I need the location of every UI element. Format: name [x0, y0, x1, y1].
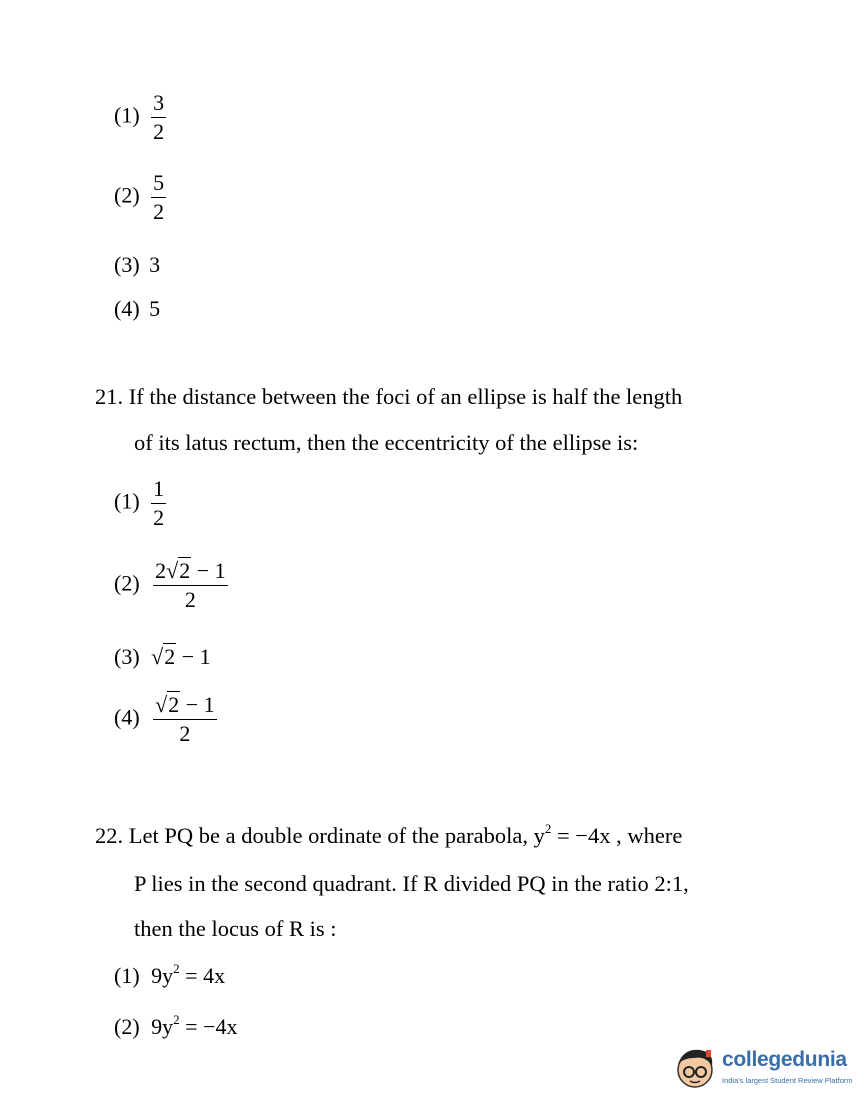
q22-option-2 — [114, 1012, 238, 1039]
option-value: $9y^2 = 4x$ — [151, 961, 226, 988]
q22-option-1 — [114, 961, 226, 988]
q21-text-line1: 21. If the distance between the foci of an ellipse is half the length — [95, 384, 683, 409]
q21-text-line2: of its latus rectum, then the eccentricity of the ellipse is: — [134, 430, 639, 455]
option-label: (1) — [114, 102, 140, 128]
option-label: (3) — [114, 252, 140, 277]
option-value: 5 — [149, 296, 161, 321]
mascot-logo-icon — [670, 1042, 720, 1092]
prev-option-2 — [114, 172, 166, 223]
option-label: (1) — [114, 963, 140, 988]
fraction: $\frac{3}{2}$ — [153, 90, 165, 144]
option-value: $9y^2 = -4x$ — [151, 1012, 238, 1039]
option-label: (1) — [114, 488, 140, 514]
q21-option-3 — [114, 646, 211, 668]
option-label: (2) — [114, 570, 140, 596]
prev-option-3 — [114, 254, 160, 276]
fraction: $\frac{5}{2}$ — [153, 170, 165, 224]
option-label: (2) — [114, 182, 140, 208]
option-label: (3) — [114, 644, 140, 669]
q22-text-line1: 22. Let PQ be a double ordinate of the parabola, $y^2 = -4x$ , where — [95, 821, 683, 848]
q22-text-line2: P lies in the second quadrant. If R divided PQ in the ratio 2:1, — [134, 871, 689, 896]
q22-text-line3: then the locus of R is : — [134, 916, 337, 941]
option-value: 3 — [149, 252, 161, 277]
q21-option-1 — [114, 478, 166, 529]
fraction: $\frac{1}{2}$ — [153, 476, 165, 530]
logo-tagline: India's largest Student Review Platform — [722, 1076, 853, 1085]
option-label: (4) — [114, 704, 140, 730]
prev-option-1 — [114, 92, 166, 143]
option-value: √2 − 1 — [151, 644, 211, 669]
logo-name: collegedunia — [722, 1048, 847, 1071]
q21-option-4 — [114, 694, 217, 745]
prev-option-4 — [114, 298, 160, 320]
fraction: $\frac{√2 - 1}{2}$ — [155, 692, 215, 746]
option-label: (4) — [114, 296, 140, 321]
option-label: (2) — [114, 1014, 140, 1039]
q21-option-2 — [114, 560, 228, 611]
fraction: $\frac{2√2 - 1}{2}$ — [155, 558, 226, 612]
